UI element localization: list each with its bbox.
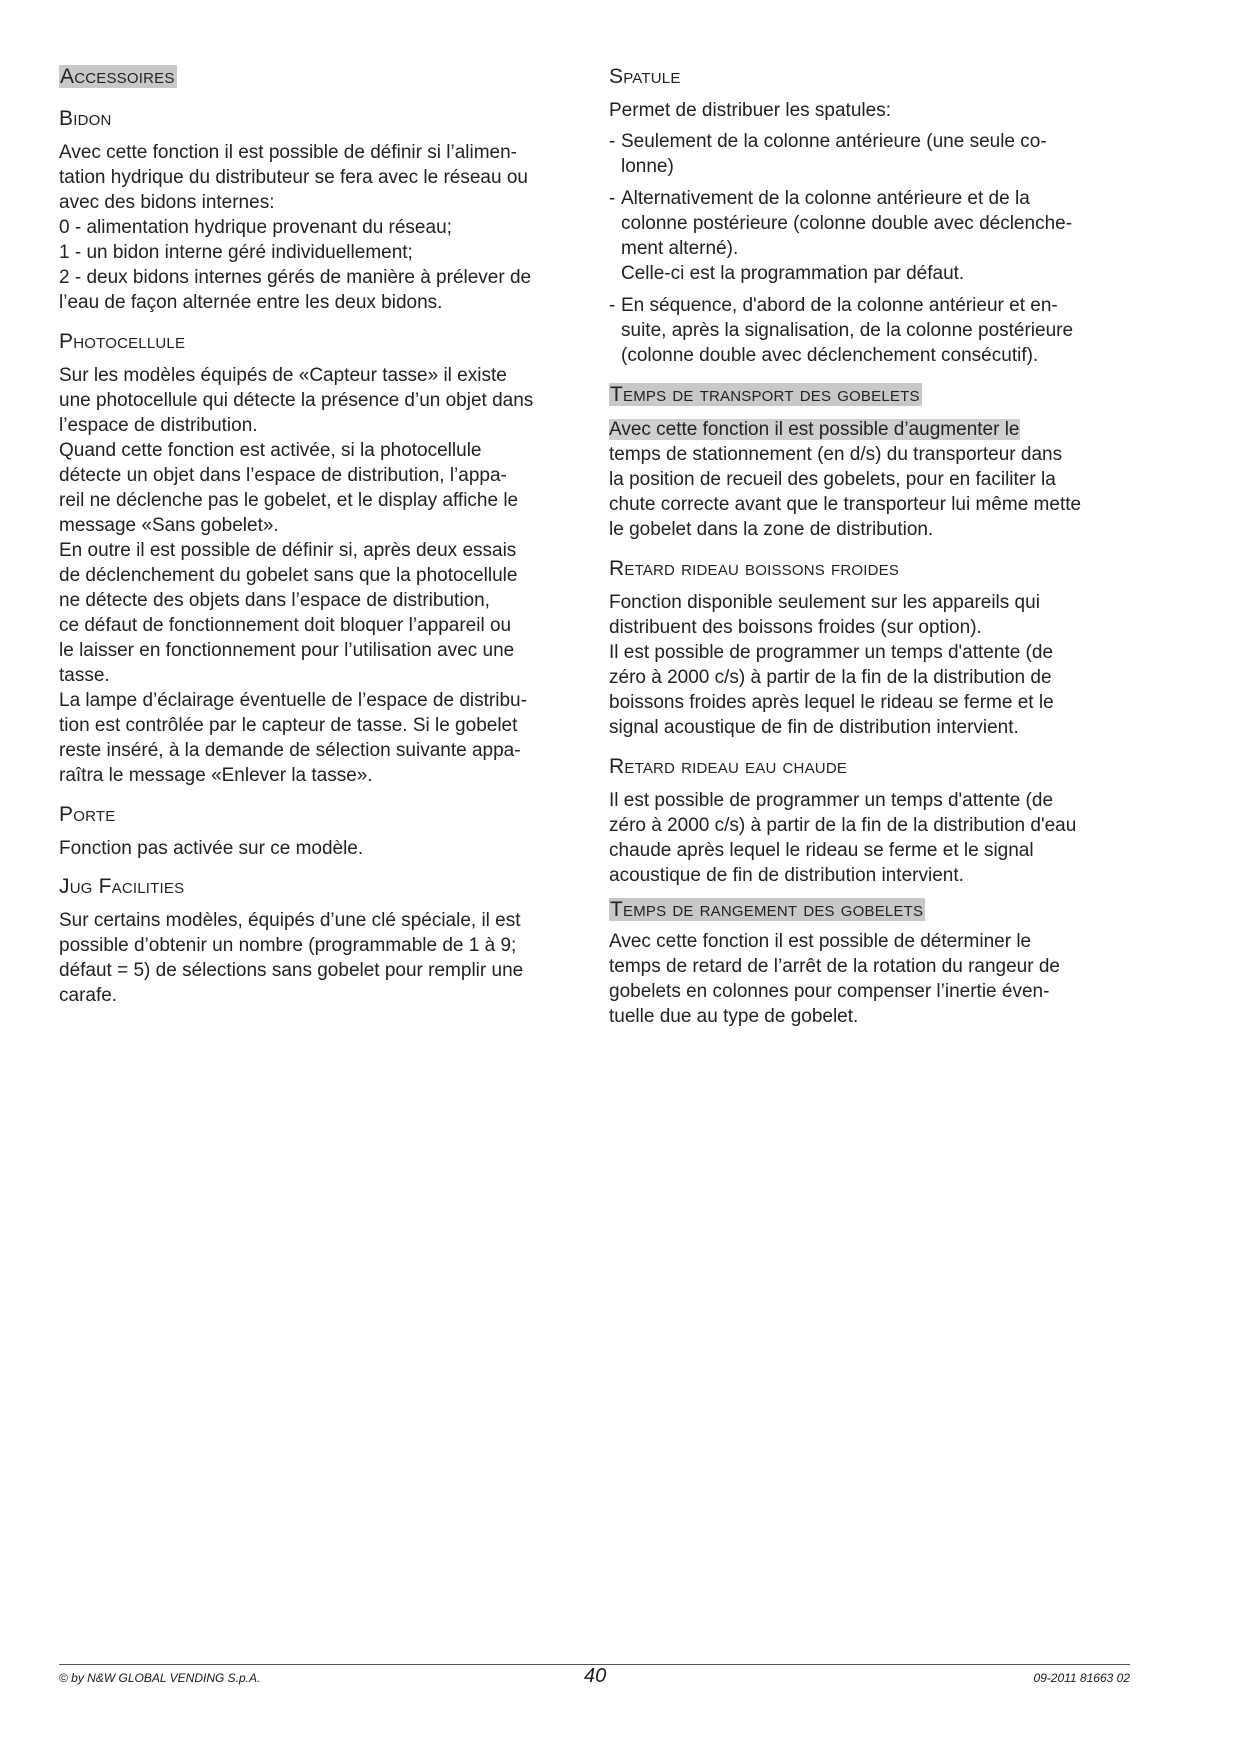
rangement-text: Avec cette fonction il est possible de déterminer le temps de retard de l’arrêt de la rotation du rangeur de gobelets en colonnes pour compenser l’inertie éven- tuelle due au type de gobelet.	[609, 931, 1060, 1027]
spatule-item-text: Alternativement de la colonne antérieure et de la colonne postérieure (colonne double avec déclenche- ment alterné). Celle-ci est la programmation par défaut.	[621, 188, 1073, 284]
porte-text: Fonction pas activée sur ce modèle.	[59, 838, 364, 859]
page-number: 40	[584, 1665, 607, 1687]
section-title-jug-facilities: Jug Facilities	[59, 875, 185, 898]
spatule-item: - En séquence, d'abord de la colonne antérieur et en- suite, après la signalisation, de la colonne postérieure (colonne double avec déclenchement consécutif).	[609, 295, 1074, 366]
section-title-retard-froides: Retard rideau boissons froides	[609, 557, 900, 580]
section-title-spatule: Spatule	[609, 65, 681, 88]
section-title-porte: Porte	[59, 803, 116, 826]
section-title-retard-chaude: Retard rideau eau chaude	[609, 755, 848, 778]
right-column	[609, 64, 1129, 1029]
spatule-item: - Alternativement de la colonne antérieure et de la colonne postérieure (colonne double avec déclenche- ment alterné). Celle-ci est la programmation par défaut.	[609, 188, 1073, 284]
footer-copyright: © by N&W GLOBAL VENDING S.p.A.	[59, 1671, 261, 1685]
page-footer	[59, 1664, 1130, 1687]
section-title-accessoires: Accessoires	[60, 65, 175, 88]
section-title-photocellule: Photocellule	[59, 330, 186, 353]
chaude-text: Il est possible de programmer un temps d'attente (de zéro à 2000 c/s) à partir de la fin de la distribution d'eau chaude après lequel le rideau se ferme et le signal acoustique de fin de distribution intervient.	[609, 790, 1077, 886]
transport-text	[609, 417, 1129, 542]
photocellule-text: Sur les modèles équipés de «Capteur tasse» il existe une photocellule qui détecte la présence d’un objet dans l’espace de distribution. Quand cette fonction est activée, si la photocellule détecte un objet dans l’espace de distribution, l’appa- reil ne déclenche pas le gobelet, et le display affiche le message «Sans gobelet». En outre il est possible de définir si, après deux essais de déclenchement du gobelet sans que la photocellule ne détecte des objets dans l’espace de distribution, ce défaut de fonctionnement doit bloquer l’appareil ou le laisser en fonctionnement pour l’utilisation avec une tasse. La lampe d’éclairage éventuelle de l’espace de distribu- tion est contrôlée par le capteur de tasse. Si le gobelet reste inséré, à la demande de sélection suivante appa- raîtra le message «Enlever la tasse».	[59, 365, 534, 786]
jug-facilities-text: Sur certains modèles, équipés d’une clé spéciale, il est possible d’obtenir un nombre (programmable de 1 à 9; défaut = 5) de sélections sans gobelet pour remplir une carafe.	[59, 910, 524, 1006]
left-column	[59, 64, 579, 1008]
spatule-intro: Permet de distribuer les spatules:	[609, 100, 891, 121]
section-title-temps-rangement: Temps de rangement des gobelets	[610, 898, 924, 921]
section-title-temps-transport: Temps de transport des gobelets	[610, 383, 920, 406]
spatule-item-text: Seulement de la colonne antérieure (une seule co- lonne)	[621, 131, 1047, 177]
document-code: 09-2011 81663 02	[1033, 1671, 1130, 1685]
bidon-text: Avec cette fonction il est possible de définir si l’alimen- tation hydrique du distributeur se fera avec le réseau ou avec des bidons internes: 0 - alimentation hydrique provenant du réseau; 1 - un bidon interne géré individuellement; 2 - deux bidons internes gérés de manière à prélever de l’eau de façon alternée entre les deux bidons.	[59, 142, 532, 313]
highlighted-text: Avec cette fonction il est possible d’augmenter le	[609, 419, 1020, 440]
section-title-bidon: Bidon	[59, 107, 112, 130]
transport-body: temps de stationnement (en d/s) du transporteur dans la position de recueil des gobelets, pour en faciliter la chute correcte avant que le transporteur lui même mette le gobelet dans la zone de distribution.	[609, 444, 1082, 540]
spatule-item: - Seulement de la colonne antérieure (une seule co- lonne)	[609, 131, 1047, 177]
froides-text: Fonction disponible seulement sur les appareils qui distribuent des boissons froides (sur option). Il est possible de programmer un temps d'attente (de zéro à 2000 c/s) à partir de la fin de la distribution de boissons froides après lequel le rideau se ferme et le signal acoustique de fin de distribution intervient.	[609, 592, 1054, 738]
spatule-item-text: En séquence, d'abord de la colonne antérieur et en- suite, après la signalisation, de la colonne postérieure (colonne double avec déclenchement consécutif).	[621, 295, 1074, 366]
